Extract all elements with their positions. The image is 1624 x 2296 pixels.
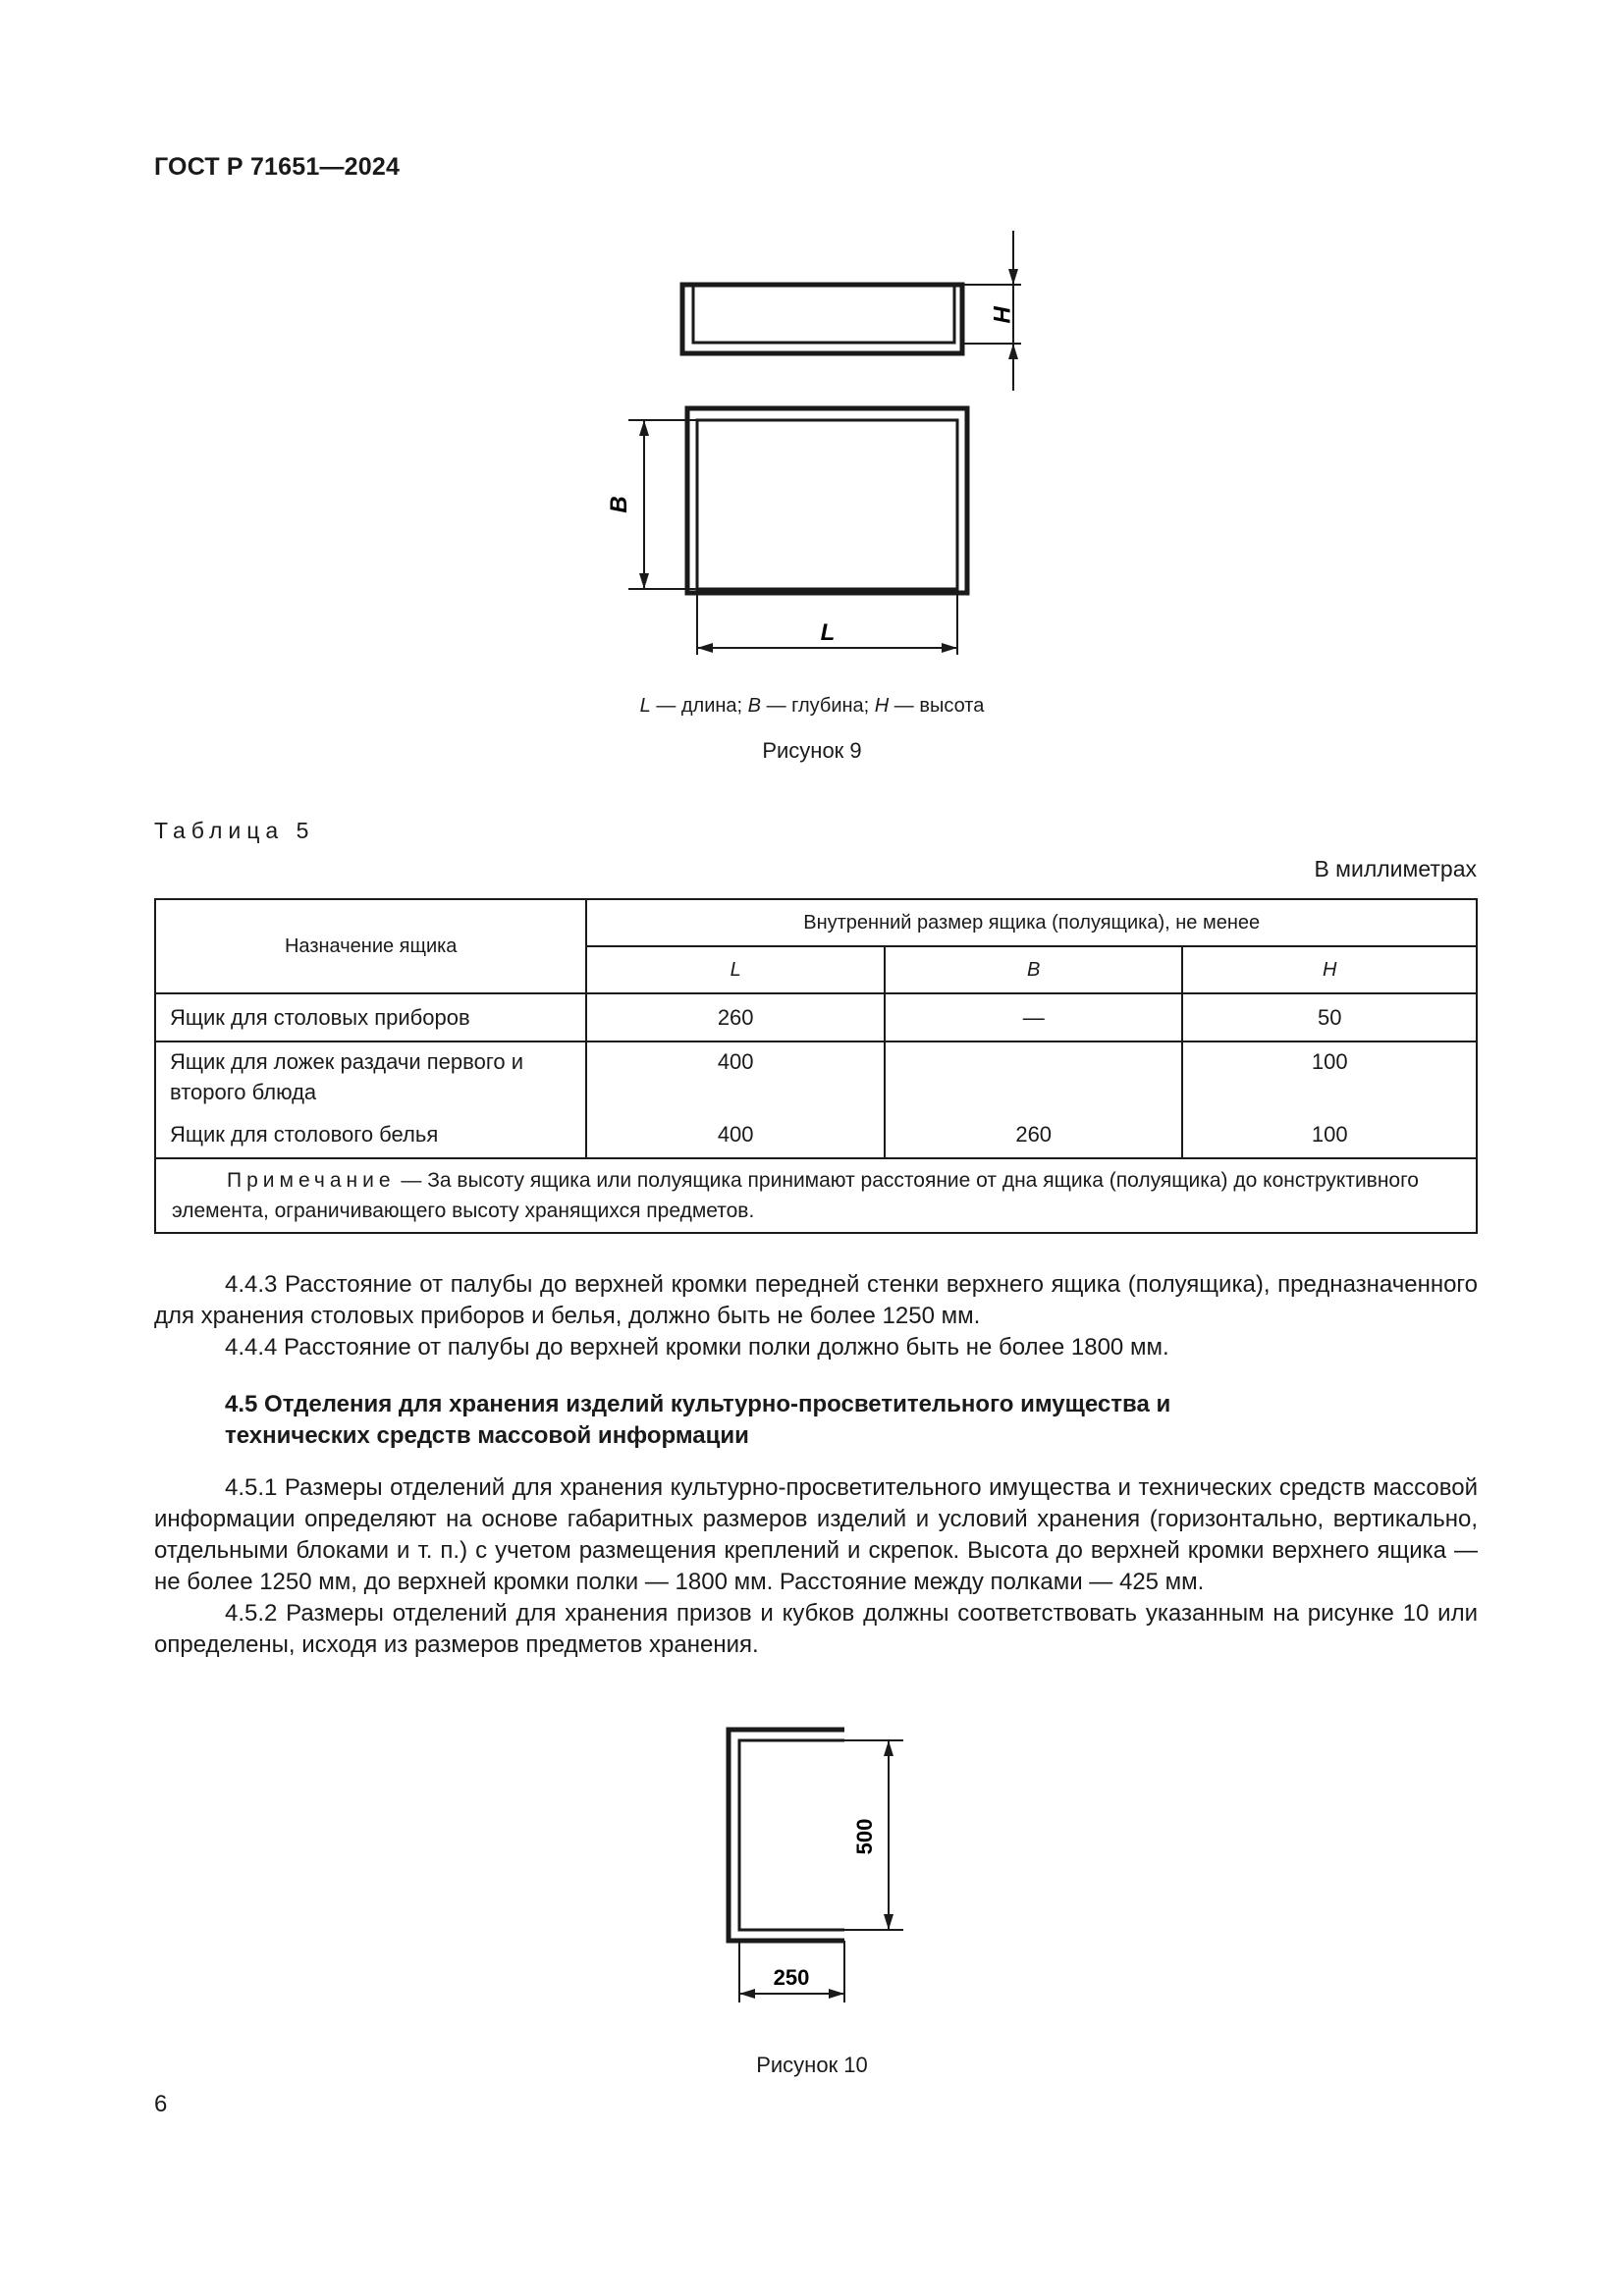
section-4-5-title [225,1389,1403,1452]
legend-text-L: — длина; [650,695,748,717]
row-B [885,1041,1183,1115]
paragraph-4-4-3: 4.4.3 Расстояние от палубы до верхней кромки передней стенки верхнего ящика (полуящика), предназначенного для хранения столовых приборов и белья, должно быть не более 1250 мм. [154,1271,1478,1329]
row-H: 100 [1182,1041,1477,1115]
box-top-outer [687,408,967,593]
b-arrow-bottom [639,573,649,589]
dim-width-250: 250 [773,1965,810,1990]
row-L: 400 [586,1041,885,1115]
col-header-B: B [885,946,1183,993]
paragraph-4-5-2: 4.5.2 Размеры отделений для хранения призов и кубков должны соответствовать указанным на рисунке 10 или определены, исходя из размеров предметов хранения. [154,1600,1478,1658]
label-L: L [820,619,836,646]
h-arrow-bottom [1008,344,1018,359]
row-purpose: Ящик для ложек раздачи первого и второго блюда [155,1041,586,1115]
bracket-outer [729,1730,844,1941]
document-code-header: ГОСТ Р 71651—2024 [154,153,401,181]
col-header-L: L [586,946,885,993]
table-note [155,1158,1477,1233]
col-header-group: Внутренний размер ящика (полуящика), не менее [586,899,1477,946]
l-arrow-left [697,643,713,653]
legend-sym-B: B [747,695,762,717]
row-H: 100 [1182,1115,1477,1158]
dim250-arrow-left [739,1989,755,1999]
page-number: 6 [154,2091,168,2117]
dim-height-500: 500 [852,1818,877,1855]
row-L: 260 [586,993,885,1041]
table-5-caption: Таблица 5 [154,818,315,843]
legend-text-B: — глубина; [761,695,875,717]
l-arrow-right [942,643,957,653]
figure-9-drawing [589,226,1041,658]
figure-9-caption: Рисунок 9 [762,738,862,763]
box-top-inner [697,420,957,589]
h-arrow-top [1008,269,1018,285]
row-B: 260 [885,1115,1183,1158]
row-L: 400 [586,1115,885,1158]
figure-9-legend [0,695,1624,718]
dim500-arrow-bottom [884,1914,893,1930]
table-row [155,1115,1477,1158]
section-title-line-2: технических средств массовой информации [225,1422,749,1449]
note-text: — За высоту ящика или полуящика принимают расстояние от дна ящика (полуящика) до конструктивного элемента, ограничивающего высоту хранящихся предметов. [172,1169,1419,1222]
table-units: В миллиметрах [1314,856,1477,881]
paragraphs-4-4 [154,1269,1478,1363]
dim250-arrow-right [829,1989,844,1999]
row-purpose: Ящик для столовых приборов [155,993,586,1041]
figure-10-drawing [707,1723,943,2017]
paragraph-4-5-1: 4.5.1 Размеры отделений для хранения культурно-просветительного имущества и технических средств массовой информации определяют на основе габаритных размеров изделий и условий хранения (горизонтально, вертикально, отдельными блоками и т. п.) с учетом размещения креплений и скрепок. Высота до верхней кромки верхнего ящика — не более 1250 мм, до верхней кромки полки — 1800 мм. Расстояние между полками — 425 мм. [154,1474,1478,1595]
row-purpose: Ящик для столового белья [155,1115,586,1158]
label-H: H [988,305,1014,323]
b-arrow-top [639,420,649,436]
legend-sym-H: H [874,695,890,717]
note-label: Примечание [227,1169,396,1192]
legend-text-H: — высота [889,695,985,717]
row-B: — [885,993,1183,1041]
table-row [155,1041,1477,1115]
section-title-line-1: 4.5 Отделения для хранения изделий культурно-просветительного имущества и [225,1391,1171,1417]
dim500-arrow-top [884,1740,893,1756]
table-row [155,993,1477,1041]
figure-10-caption: Рисунок 10 [756,2053,868,2077]
row-H: 50 [1182,993,1477,1041]
label-B: B [606,496,632,513]
legend-sym-L: L [639,695,651,717]
col-header-purpose: Назначение ящика [155,899,586,993]
table-5 [154,898,1478,1234]
bracket-inner [739,1740,844,1930]
paragraphs-4-5 [154,1472,1478,1661]
box-side-inner [693,285,954,343]
paragraph-4-4-4: 4.4.4 Расстояние от палубы до верхней кромки полки должно быть не более 1800 мм. [225,1334,1169,1361]
col-header-H: H [1182,946,1477,993]
